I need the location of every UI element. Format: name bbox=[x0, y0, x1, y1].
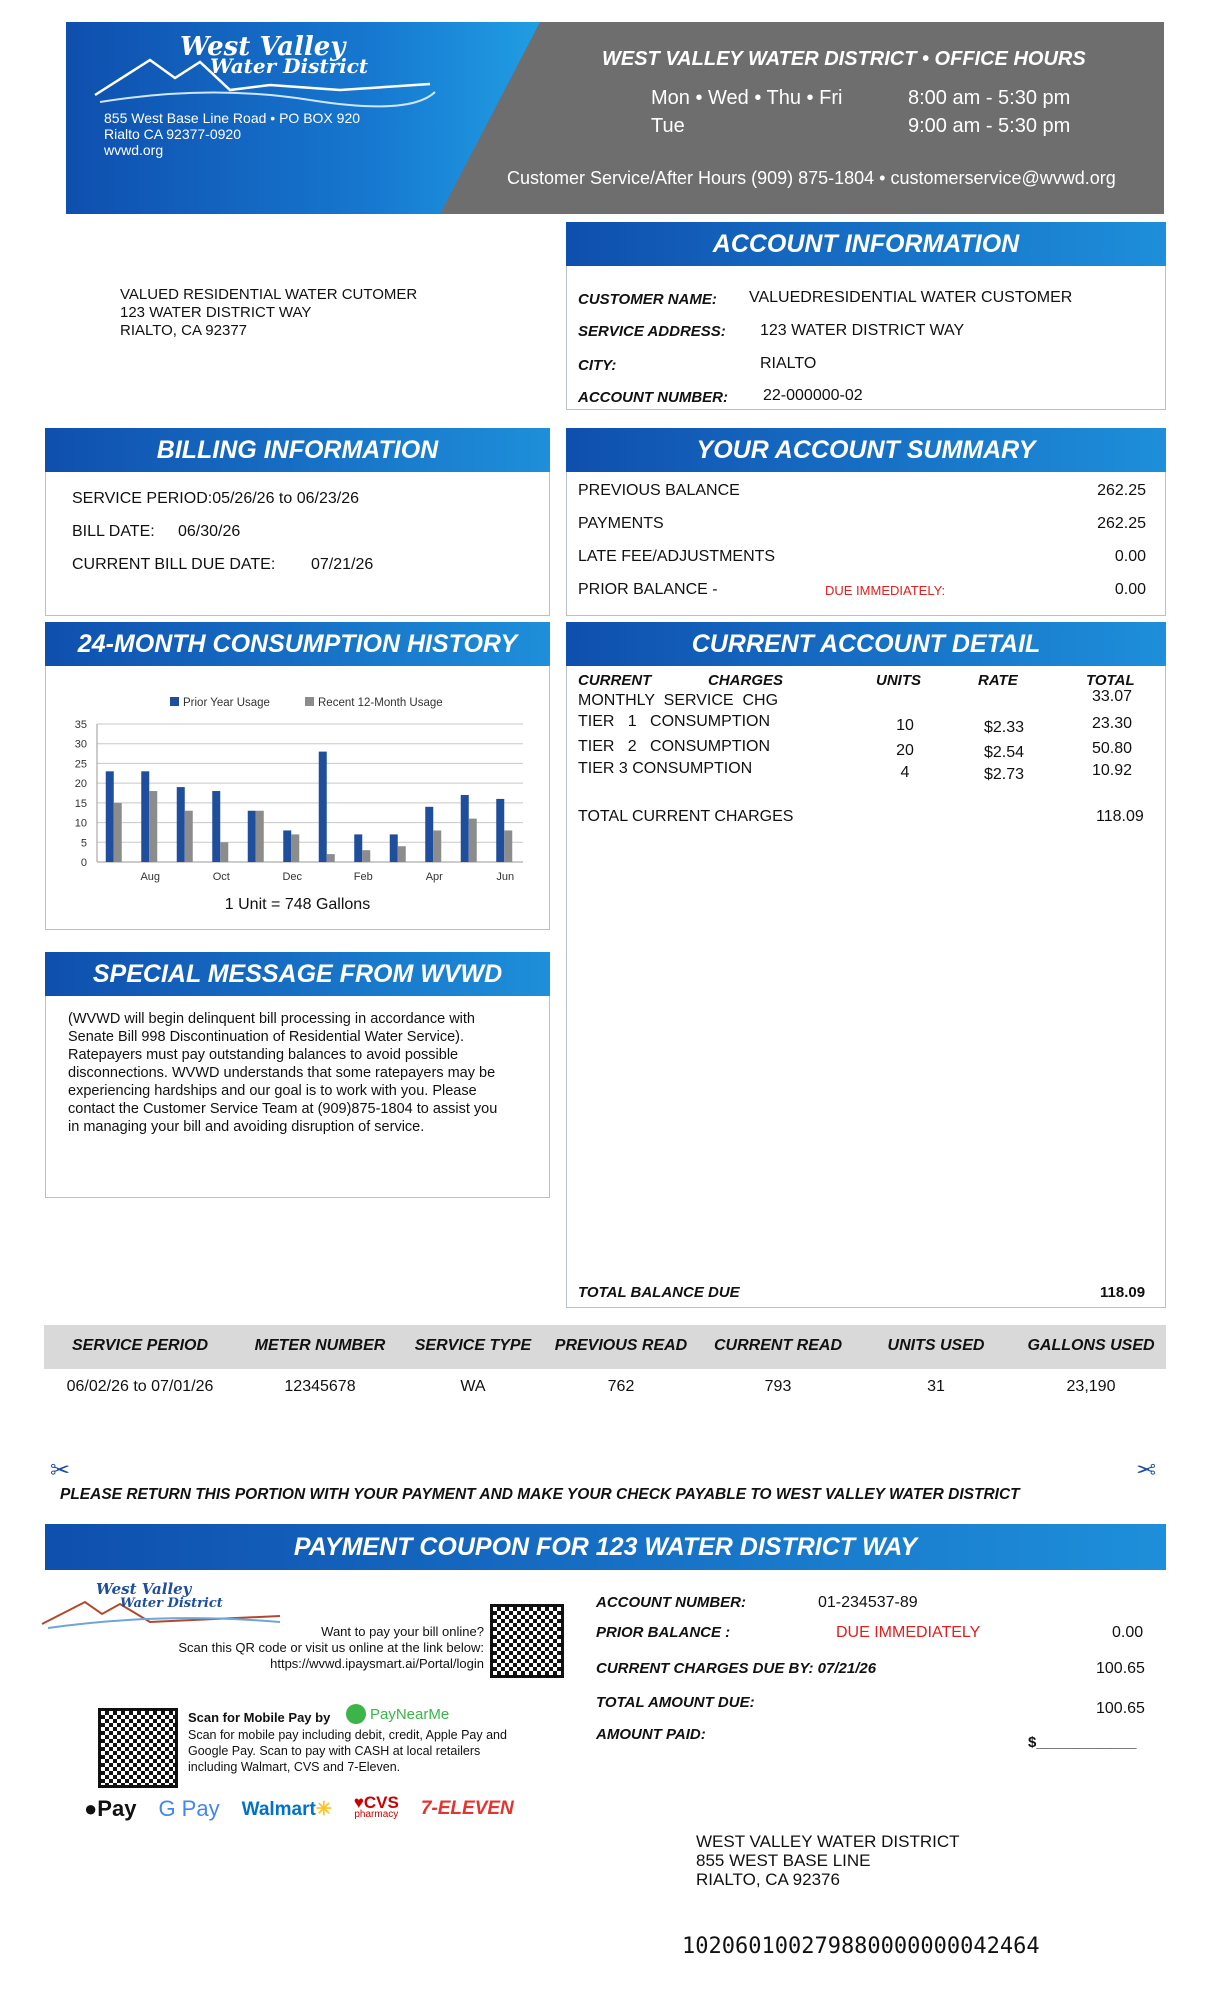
meter-value-cell: WA bbox=[460, 1378, 486, 1395]
logo-line-1: West Valley bbox=[180, 32, 346, 62]
meter-header-cell: CURRENT READ bbox=[714, 1337, 842, 1354]
paynearme-logo-text: PayNearMe bbox=[370, 1706, 450, 1723]
chart-bar bbox=[469, 819, 477, 862]
chart-x-tick-label: Oct bbox=[212, 871, 230, 883]
col-units: UNITS bbox=[876, 672, 921, 689]
chart-y-tick-label: 0 bbox=[80, 857, 87, 869]
col-total: TOTAL bbox=[1086, 672, 1135, 689]
chart-x-tick-label: Feb bbox=[353, 871, 373, 883]
coupon-prior-balance-note: DUE IMMEDIATELY bbox=[836, 1624, 981, 1641]
district-website: wvwd.org bbox=[104, 142, 164, 158]
chart-bar bbox=[114, 803, 122, 862]
detail-row-total: 50.80 bbox=[1091, 740, 1132, 757]
col-rate: RATE bbox=[978, 672, 1018, 689]
chart-y-tick-label: 30 bbox=[74, 738, 87, 751]
chart-bar bbox=[319, 752, 327, 862]
chart-legend-swatch bbox=[170, 697, 179, 706]
detail-row-total: 23.30 bbox=[1091, 715, 1132, 732]
detail-row-label: TIER 1 CONSUMPTION bbox=[578, 713, 771, 730]
apple-icon: ● bbox=[84, 1796, 98, 1821]
coupon-current-due-value: 100.65 bbox=[1096, 1660, 1145, 1677]
hours-time-2: 9:00 am - 5:30 pm bbox=[908, 115, 1071, 137]
detail-row-total: 10.92 bbox=[1091, 762, 1132, 779]
total-current-label: TOTAL CURRENT CHARGES bbox=[578, 808, 794, 825]
account-number-value: 22-000000-02 bbox=[763, 387, 863, 404]
coupon-current-due-label: CURRENT CHARGES DUE BY: 07/21/26 bbox=[596, 1660, 877, 1677]
meter-header-cell: METER NUMBER bbox=[254, 1337, 386, 1354]
chart-y-tick-label: 35 bbox=[74, 719, 87, 731]
apple-pay-label: Pay bbox=[97, 1796, 137, 1821]
scissors-left-icon: ✂ bbox=[50, 1457, 71, 1484]
summary-row-label: PRIOR BALANCE - bbox=[578, 581, 718, 598]
online-pay-qr-code[interactable] bbox=[490, 1604, 564, 1678]
coupon-total-due-label: TOTAL AMOUNT DUE: bbox=[596, 1694, 755, 1711]
consumption-title: 24-MONTH CONSUMPTION HISTORY bbox=[45, 622, 550, 666]
walmart-logo bbox=[242, 1798, 332, 1821]
meter-value-cell: 12345678 bbox=[284, 1378, 356, 1395]
walmart-spark-icon: ✳ bbox=[315, 1798, 332, 1820]
chart-legend-label: Prior Year Usage bbox=[183, 697, 270, 709]
chart-y-tick-label: 20 bbox=[74, 778, 87, 791]
scissors-right-icon: ✂ bbox=[1136, 1457, 1157, 1484]
summary-row-value: 262.25 bbox=[1097, 515, 1146, 532]
total-balance-label: TOTAL BALANCE DUE bbox=[578, 1284, 740, 1301]
service-period: SERVICE PERIOD:05/26/26 to 06/23/26 bbox=[72, 490, 359, 507]
unit-note: 1 Unit = 748 Gallons bbox=[224, 896, 371, 913]
logo-line-2: Water District bbox=[210, 54, 369, 78]
chart-bar bbox=[327, 854, 335, 862]
special-message-title: SPECIAL MESSAGE FROM WVWD bbox=[45, 952, 550, 996]
chart-bar bbox=[433, 830, 441, 862]
chart-x-tick-label: Jun bbox=[496, 871, 515, 883]
chart-x-tick-label: Aug bbox=[140, 871, 161, 883]
coupon-total-due-value: 100.65 bbox=[1096, 1700, 1145, 1717]
detail-row-label: MONTHLY SERVICE CHG bbox=[578, 692, 779, 709]
apple-pay-logo bbox=[84, 1796, 136, 1822]
account-detail-title: CURRENT ACCOUNT DETAIL bbox=[566, 622, 1166, 666]
detail-row-total: 33.07 bbox=[1091, 688, 1132, 705]
chart-bar bbox=[256, 811, 264, 862]
hours-days-1: Mon • Wed • Thu • Fri bbox=[651, 87, 843, 109]
service-address-label: SERVICE ADDRESS: bbox=[578, 323, 726, 340]
meter-value-cell: 793 bbox=[764, 1378, 792, 1395]
cvs-text: CVS bbox=[363, 1793, 399, 1812]
cvs-logo bbox=[353, 1793, 399, 1821]
pay-online-link[interactable]: https://wvwd.ipaysmart.ai/Portal/login bbox=[270, 1656, 484, 1671]
summary-row-value: 0.00 bbox=[1114, 581, 1146, 598]
meter-header-cell: SERVICE TYPE bbox=[414, 1337, 532, 1354]
mailing-address bbox=[120, 286, 417, 340]
payment-logos bbox=[84, 1793, 514, 1822]
bill-date-value: 06/30/26 bbox=[178, 523, 241, 540]
contact-line: Customer Service/After Hours (909) 875-1804 • customerservice@wvwd.org bbox=[507, 168, 1116, 188]
summary-row-note: DUE IMMEDIATELY: bbox=[825, 583, 946, 598]
office-hours-title: WEST VALLEY WATER DISTRICT • OFFICE HOURS bbox=[602, 48, 1086, 70]
summary-row-value: 0.00 bbox=[1114, 548, 1146, 565]
pay-online-line-2: Scan this QR code or visit us online at the link below: bbox=[178, 1640, 484, 1655]
return-instructions: PLEASE RETURN THIS PORTION WITH YOUR PAYMENT AND MAKE YOUR CHECK PAYABLE TO WEST VALLEY WATER DISTRICT bbox=[60, 1486, 1020, 1503]
meter-value-cell: 23,190 bbox=[1066, 1378, 1116, 1395]
summary-row-value: 262.25 bbox=[1097, 482, 1146, 499]
mailing-line-1: VALUED RESIDENTIAL WATER CUTOMER bbox=[120, 286, 418, 303]
chart-x-tick-label: Dec bbox=[282, 871, 303, 883]
consumption-bar-chart bbox=[55, 682, 540, 902]
meter-header-cell: SERVICE PERIOD bbox=[71, 1337, 209, 1354]
summary-row-label: PREVIOUS BALANCE bbox=[578, 482, 740, 499]
mobile-pay-qr-code[interactable] bbox=[98, 1708, 178, 1788]
detail-row-rate: $2.33 bbox=[983, 719, 1025, 736]
detail-row-units: 10 bbox=[896, 717, 914, 734]
detail-row-units: 4 bbox=[900, 764, 910, 781]
chart-bar bbox=[291, 834, 299, 862]
total-balance-value: 118.09 bbox=[1100, 1284, 1146, 1301]
hours-days-2: Tue bbox=[651, 115, 685, 137]
chart-bar bbox=[185, 811, 193, 862]
chart-bar bbox=[425, 807, 433, 862]
meter-value-cell: 06/02/26 to 07/01/26 bbox=[66, 1378, 214, 1395]
seven-eleven-logo: 7-ELEVEN bbox=[420, 1798, 514, 1819]
mailing-line-3: RIALTO, CA 92377 bbox=[120, 322, 248, 339]
detail-row-label: TIER 2 CONSUMPTION bbox=[578, 738, 771, 755]
paynearme-icon bbox=[346, 1704, 366, 1724]
chart-bar bbox=[141, 771, 149, 862]
chart-bar bbox=[177, 787, 185, 862]
billing-info-title: BILLING INFORMATION bbox=[45, 428, 550, 472]
mobile-pay-text: Scan for mobile pay including debit, credit, Apple Pay and Google Pay. Scan to pay with CASH at local retailers including Walmart, CVS and 7-Eleven. bbox=[188, 1728, 507, 1774]
detail-row-units: 20 bbox=[896, 742, 914, 759]
detail-row-rate: $2.73 bbox=[983, 766, 1025, 783]
chart-legend-swatch bbox=[305, 697, 314, 706]
coupon-account-number-label: ACCOUNT NUMBER: bbox=[596, 1594, 746, 1611]
detail-row-label: TIER 3 CONSUMPTION bbox=[578, 760, 753, 777]
chart-bar bbox=[504, 830, 512, 862]
mailing-line-2: 123 WATER DISTRICT WAY bbox=[120, 304, 312, 321]
meter-header-cell: UNITS USED bbox=[887, 1337, 985, 1354]
meter-header-cell: PREVIOUS READ bbox=[554, 1337, 688, 1354]
chart-bar bbox=[220, 842, 228, 862]
district-address-2: Rialto CA 92377-0920 bbox=[104, 126, 241, 142]
chart-bar bbox=[398, 846, 406, 862]
chart-bar bbox=[354, 834, 362, 862]
chart-y-tick-label: 5 bbox=[80, 837, 87, 850]
special-message-text: (WVWD will begin delinquent bill processing in accordance with Senate Bill 998 Discontinuation of Residential Water Service). Ratepayers must pay outstanding balances to avoid possible disconnections. WVWD understands that some ratepayers may be experiencing hardships and our goal is to work with you. Please contact the Customer Service Team at (909)875-1804 to assist you in managing your bill and avoiding disruption of service. bbox=[68, 1011, 498, 1135]
customer-name-value: VALUEDRESIDENTIAL WATER CUSTOMER bbox=[749, 289, 1073, 306]
summary-row-label: PAYMENTS bbox=[578, 515, 664, 532]
cvs-label bbox=[353, 1793, 399, 1812]
pay-online-text bbox=[90, 1624, 484, 1672]
chart-y-tick-label: 25 bbox=[74, 758, 87, 771]
chart-bar bbox=[248, 811, 256, 862]
chart-bar bbox=[106, 771, 114, 862]
coupon-logo-line-2: Water District bbox=[120, 1596, 223, 1611]
total-current-value: 118.09 bbox=[1096, 808, 1144, 825]
summary-row-label: LATE FEE/ADJUSTMENTS bbox=[578, 548, 776, 565]
district-address-1: 855 West Base Line Road • PO BOX 920 bbox=[104, 110, 361, 126]
chart-bar bbox=[283, 830, 291, 862]
remit-line-3: RIALTO, CA 92376 bbox=[696, 1870, 840, 1889]
google-pay-logo: G Pay bbox=[158, 1796, 220, 1821]
meter-value-cell: 762 bbox=[607, 1378, 635, 1395]
coupon-logo-line-1: West Valley bbox=[96, 1580, 192, 1598]
chart-bar bbox=[362, 850, 370, 862]
detail-row-rate: $2.54 bbox=[983, 744, 1025, 761]
city-label: CITY: bbox=[578, 357, 617, 374]
chart-bar bbox=[461, 795, 469, 862]
amount-paid-label: AMOUNT PAID: bbox=[596, 1726, 706, 1743]
account-number-label: ACCOUNT NUMBER: bbox=[578, 389, 728, 406]
chart-y-tick-label: 15 bbox=[74, 797, 87, 810]
account-summary-title: YOUR ACCOUNT SUMMARY bbox=[566, 428, 1166, 472]
service-address-value: 123 WATER DISTRICT WAY bbox=[760, 322, 965, 339]
chart-y-tick-label: 10 bbox=[74, 817, 87, 830]
hours-time-1: 8:00 am - 5:30 pm bbox=[908, 87, 1071, 109]
customer-name-label: CUSTOMER NAME: bbox=[578, 291, 717, 308]
due-date-label: CURRENT BILL DUE DATE: bbox=[72, 556, 276, 573]
payment-coupon-title: PAYMENT COUPON FOR 123 WATER DISTRICT WAY bbox=[45, 1524, 1166, 1570]
chart-bar bbox=[149, 791, 157, 862]
coupon-prior-balance-label: PRIOR BALANCE : bbox=[596, 1624, 731, 1641]
city-value: RIALTO bbox=[760, 355, 817, 372]
coupon-prior-balance-value: 0.00 bbox=[1112, 1624, 1144, 1641]
meter-header-cell: GALLONS USED bbox=[1027, 1337, 1155, 1354]
remit-address bbox=[696, 1832, 960, 1889]
bill-date-label: BILL DATE: bbox=[72, 523, 155, 540]
walmart-label: Walmart bbox=[241, 1798, 316, 1820]
chart-x-tick-label: Apr bbox=[425, 871, 443, 883]
cvs-heart-icon: ♥ bbox=[353, 1793, 364, 1812]
mobile-pay-title: Scan for Mobile Pay by bbox=[188, 1710, 331, 1725]
col-charges: CHARGES bbox=[708, 672, 784, 689]
cvs-pharmacy-label: pharmacy bbox=[354, 1809, 399, 1820]
account-info-title: ACCOUNT INFORMATION bbox=[566, 222, 1166, 266]
chart-legend-label: Recent 12-Month Usage bbox=[318, 697, 443, 709]
coupon-account-number-value: 01-234537-89 bbox=[818, 1594, 918, 1611]
remit-line-1: WEST VALLEY WATER DISTRICT bbox=[696, 1832, 960, 1851]
amount-paid-field[interactable]: $____________ bbox=[1028, 1734, 1137, 1751]
chart-bar bbox=[496, 799, 504, 862]
scan-line: 102060100279880000000042464 bbox=[682, 1934, 1040, 1959]
remit-line-2: 855 WEST BASE LINE bbox=[696, 1851, 871, 1870]
col-current: CURRENT bbox=[578, 672, 652, 689]
meter-value-cell: 31 bbox=[927, 1378, 945, 1395]
chart-bar bbox=[212, 791, 220, 862]
due-date-value: 07/21/26 bbox=[311, 556, 374, 573]
pay-online-line-1: Want to pay your bill online? bbox=[321, 1624, 484, 1639]
chart-bar bbox=[390, 834, 398, 862]
